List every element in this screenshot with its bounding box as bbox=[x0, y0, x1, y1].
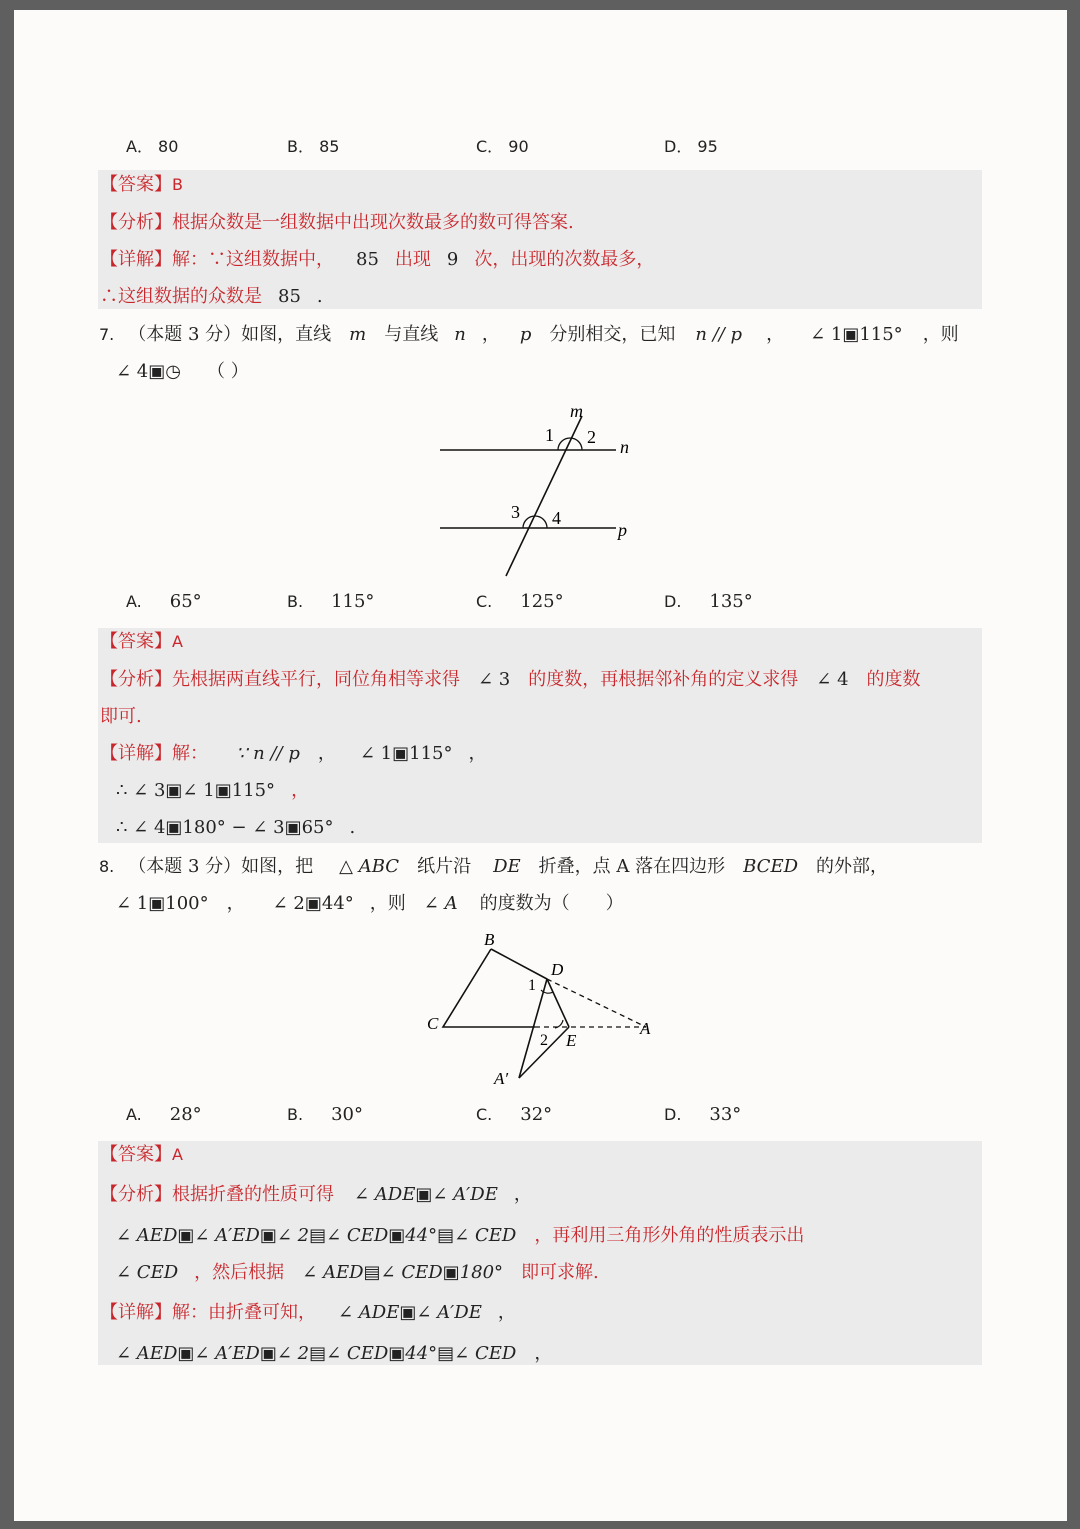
q7-option-d: D. 135° bbox=[664, 591, 753, 612]
label-angle-4: 4 bbox=[552, 508, 561, 528]
angle-arc-3-4 bbox=[523, 516, 547, 528]
label-a-prime: A′ bbox=[494, 1069, 509, 1088]
q8-answer: 【答案】A bbox=[100, 1144, 183, 1165]
segment-bc-ce bbox=[443, 949, 535, 1027]
q6-option-a: A． 80 bbox=[126, 137, 179, 156]
q7-parallel-lines-figure bbox=[430, 400, 650, 582]
q6-option-c: C． 90 bbox=[476, 137, 529, 156]
q7-option-c: C. 125° bbox=[476, 591, 564, 612]
q8-option-d: D. 33° bbox=[664, 1104, 742, 1125]
q8-analysis-line2: ∠ AED▣∠ A′ED▣∠ 2▤∠ CED▣44°▤∠ CED ，再利用三角形外角的性质表示出 bbox=[116, 1225, 805, 1246]
q7-analysis-line1: 【分析】先根据两直线平行，同位角相等求得 ∠ 3 的度数，再根据邻补角的定义求得 ∠ 4 的度数 bbox=[100, 669, 921, 690]
label-m: m bbox=[570, 401, 583, 421]
q7-detail-line1: 【详解】解： ∵ n // p ， ∠ 1▣115° ， bbox=[100, 743, 487, 764]
q7-stem-line2: ∠ 4▣◷ （ ） bbox=[116, 361, 249, 382]
q6-option-b: B． 85 bbox=[287, 137, 340, 156]
q6-detail-line1: 【详解】解：∵这组数据中， 85 出现 9 次，出现的次数最多， bbox=[100, 249, 655, 270]
line-m bbox=[506, 416, 582, 576]
q8-option-c: C. 32° bbox=[476, 1104, 553, 1125]
q6-option-d: D． 95 bbox=[664, 137, 718, 156]
label-b: B bbox=[484, 930, 495, 949]
q6-analysis: 【分析】根据众数是一组数据中出现次数最多的数可得答案. bbox=[100, 212, 574, 233]
q8-folded-triangle-figure bbox=[420, 928, 660, 1090]
label-c: C bbox=[427, 1014, 439, 1033]
label-angle-3: 3 bbox=[511, 502, 520, 522]
q6-detail-line2: ∴这组数据的众数是 85 . bbox=[100, 286, 323, 307]
q7-stem-line1: 7. （本题 3 分）如图，直线 m 与直线 n ， p 分别相交，已知 n // p ， ∠ 1▣115° ，则 bbox=[99, 324, 959, 345]
q7-detail-line3: ∴ ∠ 4▣180° − ∠ 3▣65° . bbox=[116, 817, 356, 838]
q8-analysis-line1: 【分析】根据折叠的性质可得 ∠ ADE▣∠ A′DE ， bbox=[100, 1184, 532, 1205]
segment-de bbox=[547, 979, 569, 1027]
label-angle-1: 1 bbox=[545, 425, 554, 445]
label-p: p bbox=[618, 520, 627, 540]
label-angle-2: 2 bbox=[540, 1032, 548, 1049]
q7-answer: 【答案】A bbox=[100, 631, 183, 652]
q8-analysis-line3: ∠ CED ，然后根据 ∠ AED▤∠ CED▣180° 即可求解. bbox=[116, 1262, 599, 1283]
q7-option-b: B. 115° bbox=[287, 591, 375, 612]
segment-bd bbox=[491, 949, 547, 979]
label-d: D bbox=[551, 960, 564, 979]
q8-stem-line1: 8. （本题 3 分）如图，把 △ ABC 纸片沿 DE 折叠，点 A 落在四边形 BCED 的外部， bbox=[99, 856, 889, 877]
q7-option-a: A. 65° bbox=[126, 591, 202, 612]
q7-solution-box bbox=[98, 628, 982, 843]
q7-analysis-line2: 即可. bbox=[100, 706, 142, 727]
label-angle-1: 1 bbox=[528, 977, 536, 994]
q7-detail-line2: ∴ ∠ 3▣∠ 1▣115° ， bbox=[116, 780, 310, 801]
q8-detail-line2: ∠ AED▣∠ A′ED▣∠ 2▤∠ CED▣44°▤∠ CED ， bbox=[116, 1343, 553, 1364]
q8-option-b: B. 30° bbox=[287, 1104, 363, 1125]
label-a: A bbox=[640, 1019, 651, 1038]
label-n: n bbox=[620, 437, 629, 457]
q8-detail-line1: 【详解】解：由折叠可知， ∠ ADE▣∠ A′DE ， bbox=[100, 1302, 516, 1323]
label-angle-2: 2 bbox=[587, 427, 596, 447]
q8-option-a: A. 28° bbox=[126, 1104, 202, 1125]
label-e: E bbox=[566, 1031, 577, 1050]
dashed-da bbox=[547, 979, 646, 1027]
q8-stem-line2: ∠ 1▣100° ， ∠ 2▣44° ，则 ∠ A 的度数为（ ） bbox=[116, 893, 624, 914]
q6-answer: 【答案】B bbox=[100, 174, 183, 195]
q8-solution-box bbox=[98, 1141, 982, 1365]
